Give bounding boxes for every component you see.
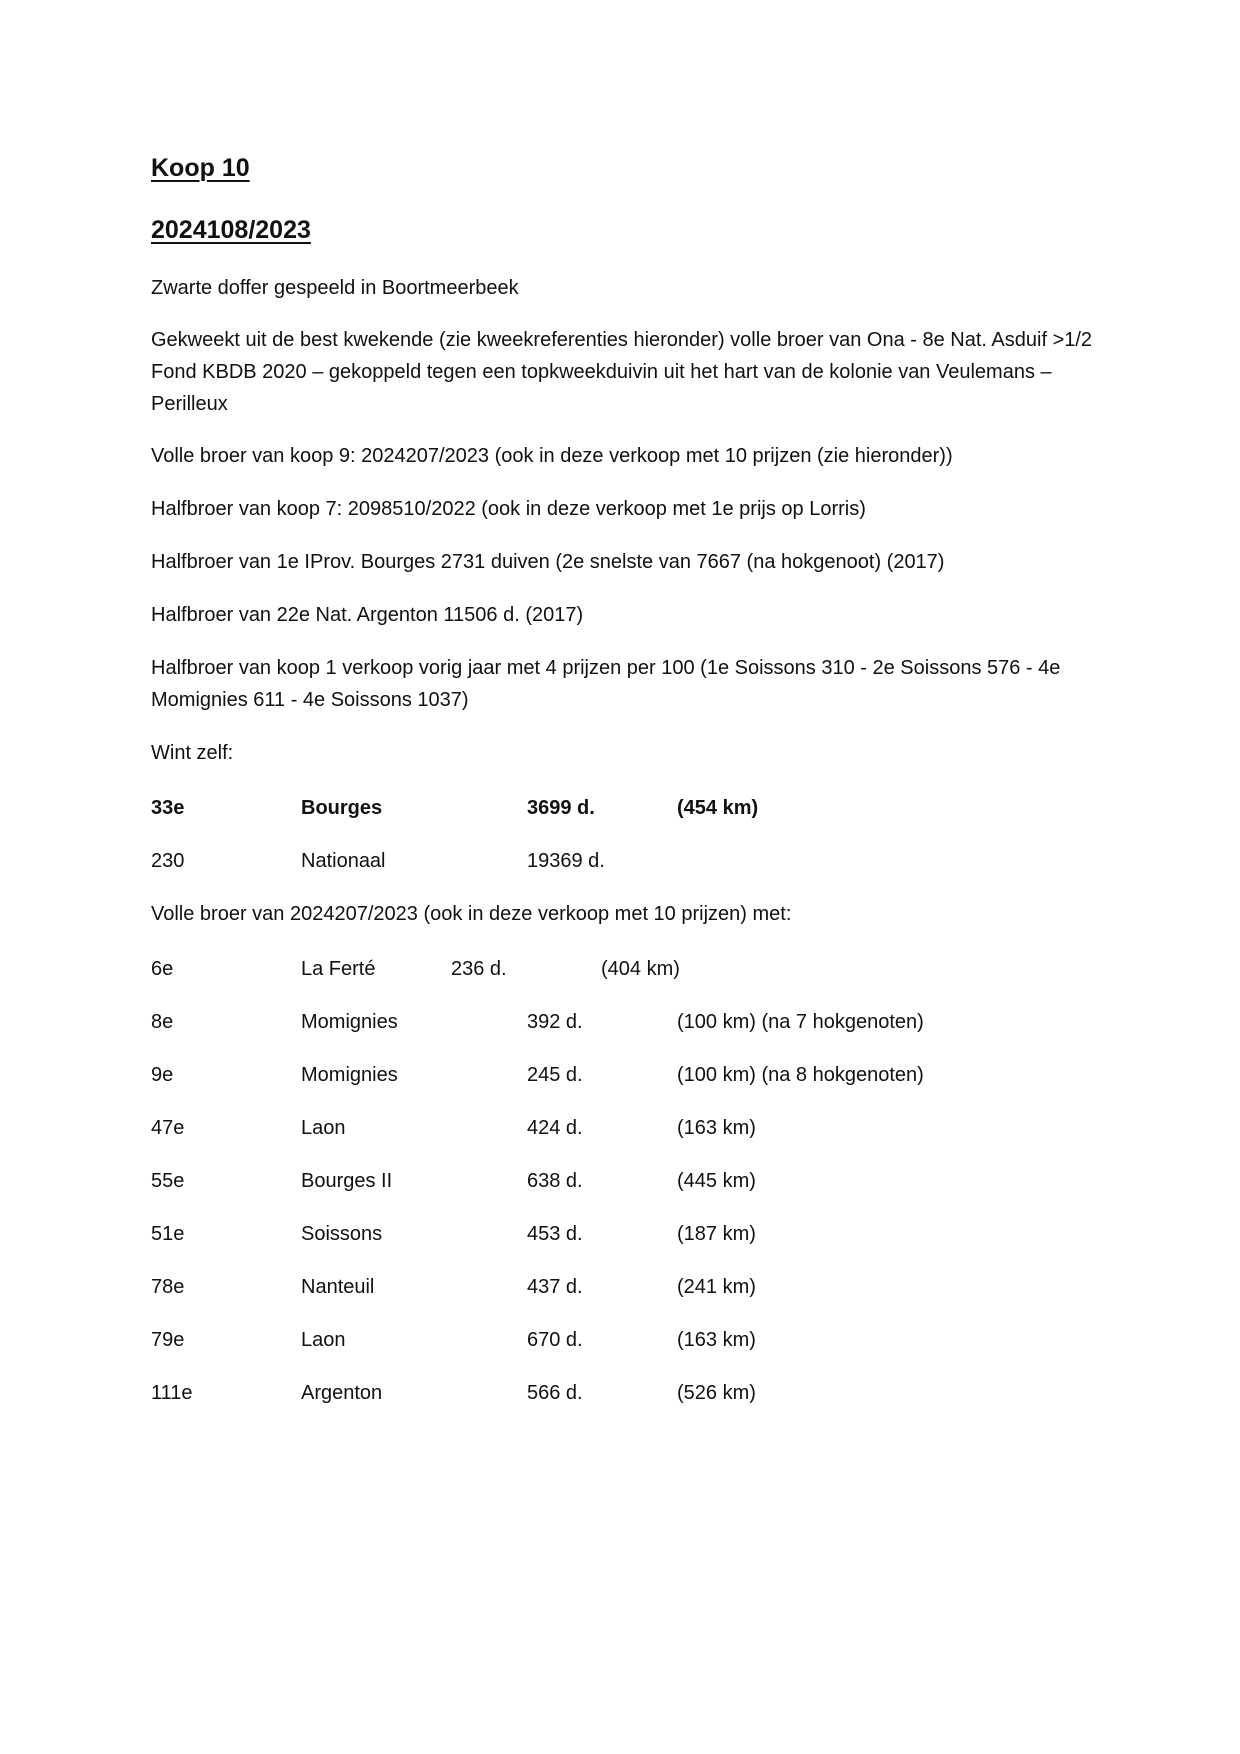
result-race: Momignies: [301, 1011, 398, 1033]
result-place: 47e: [151, 1117, 185, 1139]
result-place: 51e: [151, 1223, 185, 1245]
result-birds: 424 d.: [527, 1117, 583, 1139]
result-birds: 236 d.: [451, 958, 507, 980]
result-distance: (163 km): [677, 1329, 756, 1351]
result-distance: (163 km): [677, 1117, 756, 1139]
result-race: Soissons: [301, 1223, 383, 1245]
result-race: Bourges II: [301, 1170, 393, 1192]
halfbrother-paragraph: Halfbroer van 22e Nat. Argenton 11506 d. (2017): [151, 604, 584, 626]
result-race: La Ferté: [301, 958, 376, 980]
halfbrother-paragraph: Halfbroer van koop 7: 2098510/2022 (ook in deze verkoop met 1e prijs op Lorris): [151, 498, 866, 520]
result-birds: 3699 d.: [527, 797, 595, 819]
sibling-paragraph: Volle broer van koop 9: 2024207/2023 (ook in deze verkoop met 10 prijzen (zie hieronder)): [151, 445, 953, 467]
document-page: [151, 0, 1111, 1754]
result-race: Nanteuil: [301, 1276, 375, 1298]
result-birds: 392 d.: [527, 1011, 583, 1033]
result-birds: 638 d.: [527, 1170, 583, 1192]
result-birds: 453 d.: [527, 1223, 583, 1245]
result-place: 55e: [151, 1170, 185, 1192]
results-intro: Wint zelf:: [151, 742, 234, 764]
lot-title: Koop 10: [151, 154, 250, 182]
result-place: 33e: [151, 797, 185, 819]
sibling-results-intro: Volle broer van 2024207/2023 (ook in deze verkoop met 10 prijzen) met:: [151, 903, 792, 925]
result-distance: (404 km): [601, 958, 680, 980]
result-place: 6e: [151, 958, 174, 980]
result-birds: 670 d.: [527, 1329, 583, 1351]
result-race: Argenton: [301, 1382, 383, 1404]
result-place: 9e: [151, 1064, 174, 1086]
result-race: Nationaal: [301, 850, 386, 872]
result-birds: 19369 d.: [527, 850, 605, 872]
result-race: Bourges: [301, 797, 383, 819]
result-distance: (526 km): [677, 1382, 756, 1404]
result-place: 8e: [151, 1011, 174, 1033]
result-birds: 566 d.: [527, 1382, 583, 1404]
result-distance: (445 km): [677, 1170, 756, 1192]
result-birds: 245 d.: [527, 1064, 583, 1086]
result-race: Momignies: [301, 1064, 398, 1086]
result-race: Laon: [301, 1329, 346, 1351]
ring-number: 2024108/2023: [151, 216, 311, 244]
result-race: Laon: [301, 1117, 346, 1139]
result-distance: (100 km) (na 7 hokgenoten): [677, 1011, 924, 1033]
result-place: 78e: [151, 1276, 185, 1298]
result-birds: 437 d.: [527, 1276, 583, 1298]
result-distance: (187 km): [677, 1223, 756, 1245]
description-paragraph: Zwarte doffer gespeeld in Boortmeerbeek: [151, 277, 519, 299]
halfbrother-paragraph: Halfbroer van 1e IProv. Bourges 2731 duiven (2e snelste van 7667 (na hokgenoot) (2017): [151, 551, 945, 573]
result-place: 79e: [151, 1329, 185, 1351]
result-place: 230: [151, 850, 185, 872]
pedigree-paragraph: Gekweekt uit de best kwekende (zie kweekreferenties hieronder) volle broer van Ona - 8e Nat. Asduif >1/2 Fond KBDB 2020 – gekoppeld tegen een topkweekduivin uit het hart van de kolonie van Veulemans – Perilleux: [151, 329, 1093, 415]
result-place: 111e: [151, 1382, 193, 1404]
result-distance: (100 km) (na 8 hokgenoten): [677, 1064, 924, 1086]
result-distance: (454 km): [677, 797, 759, 819]
halfbrother-paragraph: Halfbroer van koop 1 verkoop vorig jaar met 4 prijzen per 100 (1e Soissons 310 - 2e Soissons 576 - 4e Momignies 611 - 4e Soissons 1037): [151, 657, 1061, 711]
result-distance: (241 km): [677, 1276, 756, 1298]
